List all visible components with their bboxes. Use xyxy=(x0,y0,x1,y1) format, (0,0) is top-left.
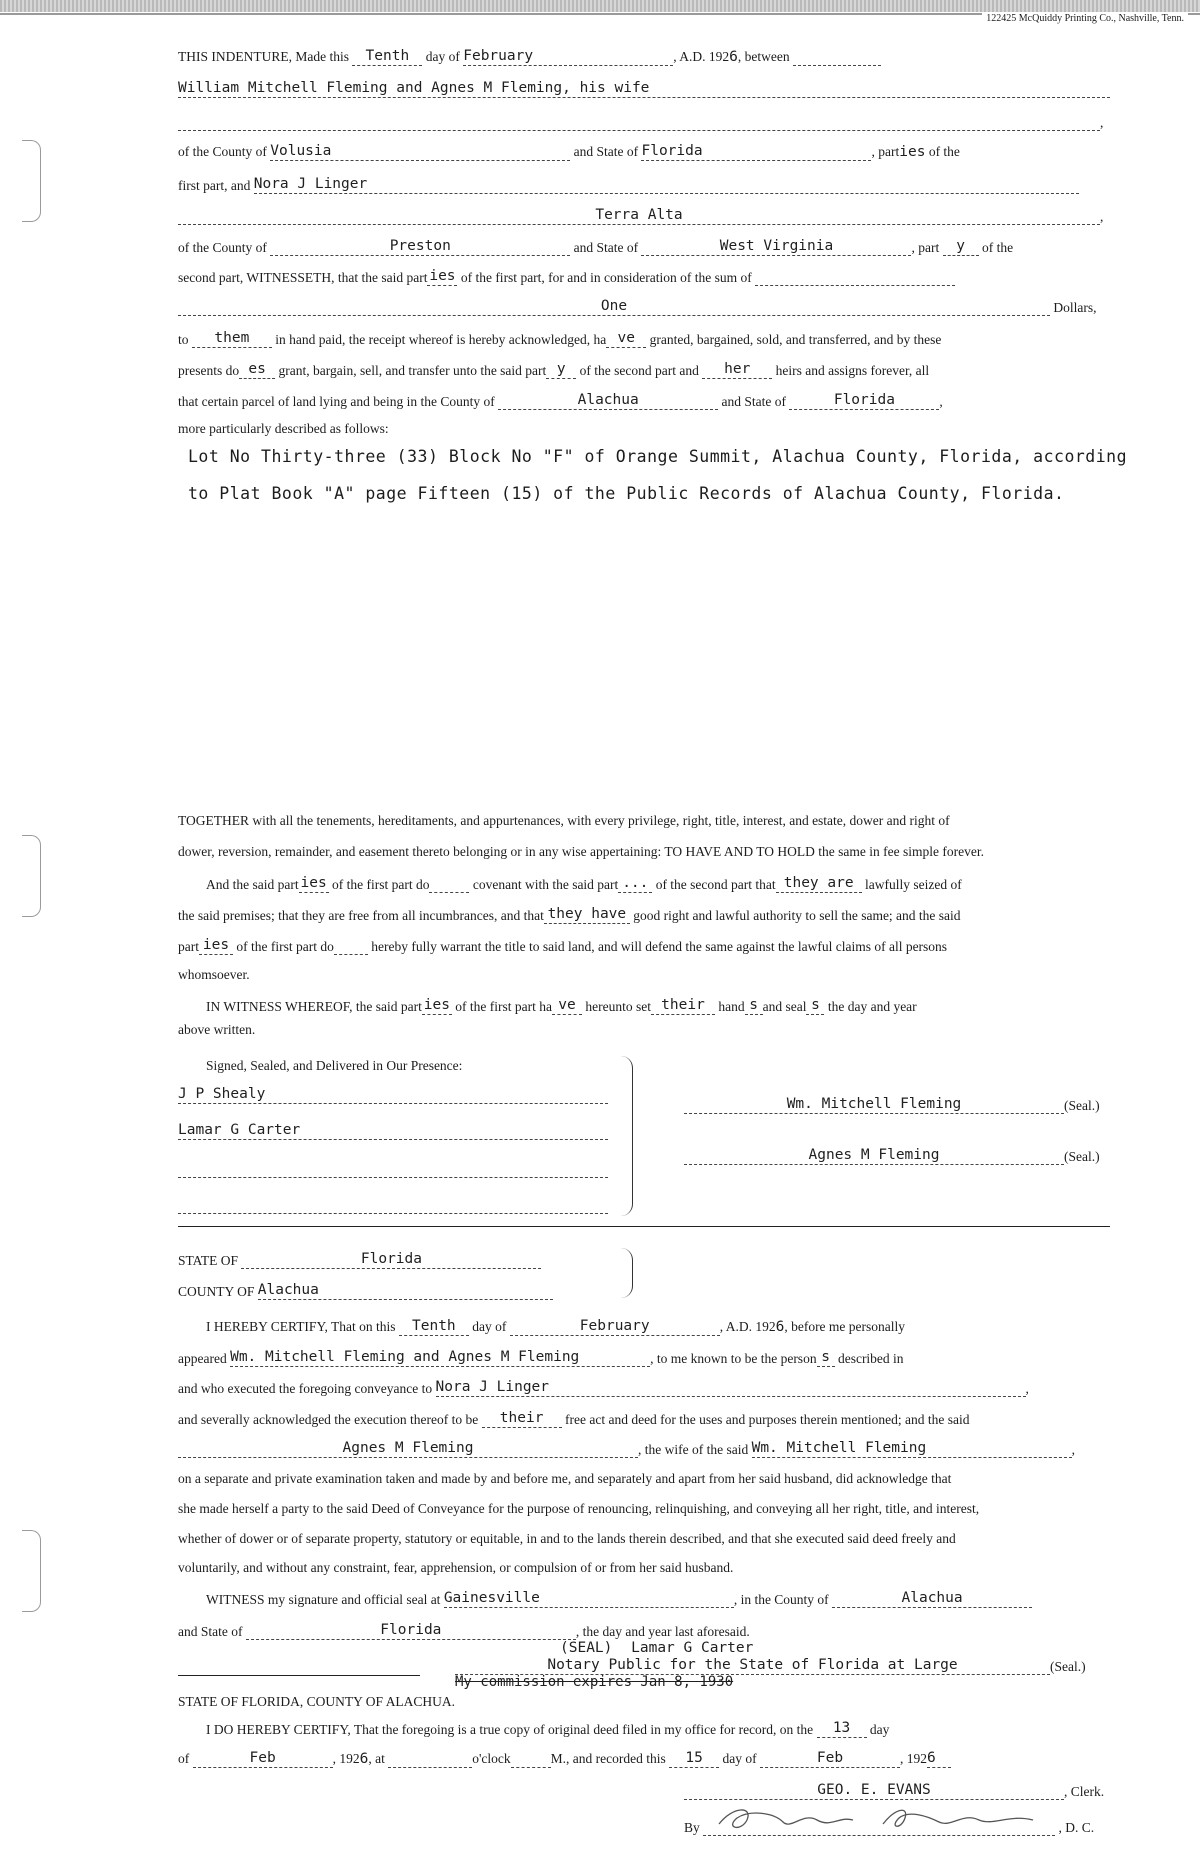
covenant-fill: they have xyxy=(544,906,630,924)
label-state-of: STATE OF xyxy=(178,1253,239,1268)
blank-fill xyxy=(178,113,1100,131)
receipt-text: in hand paid, the receipt whereof is hereby acknowledged, ha xyxy=(275,332,607,347)
recording-year: 6 xyxy=(359,1751,369,1767)
ack-separate-3: whether of dower or of separate property, statutory or equitable, in and to the lands therein described, and that she executed said deed freely and xyxy=(178,1531,956,1546)
ack-wife-name: Agnes M Fleming xyxy=(178,1440,638,1458)
grantor-line-2 xyxy=(684,1147,1100,1165)
ack-witness-county: Alachua xyxy=(832,1590,1032,1608)
covenant-line-4: whomsoever. xyxy=(178,967,250,982)
ack-husband: Wm. Mitchell Fleming xyxy=(752,1440,1072,1458)
parcel-county: Alachua xyxy=(498,392,718,410)
label-state: and State of xyxy=(573,144,639,159)
covenant-text: of the first part do xyxy=(236,939,334,954)
label-dollars: Dollars, xyxy=(1053,300,1097,315)
notary-commission: My commission expires Jan 8, 1930 xyxy=(455,1674,734,1690)
label-between: , between xyxy=(737,49,790,64)
label-by: By xyxy=(684,1820,700,1835)
recording-certify-line xyxy=(178,1720,1110,1738)
covenant-text: hereby fully warrant the title to said land, and will defend the same against the lawful claims of all persons xyxy=(371,939,948,954)
ack-text: , the day and year last aforesaid. xyxy=(575,1624,750,1639)
label-clerk: , Clerk. xyxy=(1064,1784,1105,1799)
indenture-line-1 xyxy=(178,48,1110,66)
parcel-text: that certain parcel of land lying and being in the County of xyxy=(178,394,495,409)
witnesseth-text: second part, WITNESSETH, that the said part xyxy=(178,270,428,285)
clerk-name: GEO. E. EVANS xyxy=(684,1782,1064,1800)
witness-brace xyxy=(620,1056,633,1216)
deputy-signature-line xyxy=(703,1818,1055,1836)
receipt-line xyxy=(178,330,1110,348)
grantor-line-1 xyxy=(684,1096,1100,1114)
label-county: of the County of xyxy=(178,144,267,159)
ack-year: 6 xyxy=(775,1319,785,1335)
section-divider xyxy=(178,1226,1110,1227)
ack-text: described in xyxy=(837,1351,904,1366)
recording-filed-day: 13 xyxy=(817,1720,867,1738)
covenant-text: lawfully seized of xyxy=(865,877,962,892)
blank-fill xyxy=(388,1750,472,1768)
clerk-line xyxy=(684,1782,1104,1800)
part-y: y xyxy=(943,238,979,256)
ack-grantee: Nora J Linger xyxy=(436,1379,1026,1397)
deputy-signature xyxy=(713,1802,1043,1836)
label-appeared: appeared xyxy=(178,1351,227,1366)
label-ad: , A.D. 192 xyxy=(719,1319,776,1334)
ack-severally-line xyxy=(178,1410,1110,1428)
deputy-line xyxy=(684,1818,1094,1836)
grant-text: grant, bargain, sell, and transfer unto the said part xyxy=(278,363,547,378)
notary-title: Notary Public for the State of Florida at Large xyxy=(455,1657,1050,1675)
label-day-of: day of xyxy=(722,1751,757,1766)
recording-text: M., and recorded this xyxy=(550,1751,666,1766)
ack-text: I HEREBY CERTIFY, That on this xyxy=(206,1319,396,1334)
legal-description-line-2: to Plat Book "A" page Fifteen (15) of the Public Records of Alachua County, Florida. xyxy=(188,484,1065,503)
blank-fill xyxy=(755,268,955,286)
label-at: , at xyxy=(368,1751,385,1766)
paid-to: them xyxy=(192,330,272,348)
granted-text: granted, bargained, sold, and transferred, and by these xyxy=(649,332,942,347)
notary-block xyxy=(560,1640,753,1656)
blank-fill xyxy=(511,1750,551,1768)
witness-line-1 xyxy=(178,1086,608,1103)
second-city: Terra Alta xyxy=(178,207,1100,225)
ack-certify-line xyxy=(178,1318,1110,1336)
witness-fill: ies xyxy=(423,997,450,1013)
ack-state-of-line xyxy=(178,1622,1110,1640)
ack-appeared-line xyxy=(178,1349,1110,1367)
label-part: , part xyxy=(871,144,900,159)
ack-county: Alachua xyxy=(258,1282,553,1300)
recording-filed-month: Feb xyxy=(193,1750,333,1768)
notary-title-line xyxy=(455,1657,1086,1675)
covenant-text: And the said part xyxy=(206,877,299,892)
covenant-line-2 xyxy=(178,906,1110,924)
presents-line xyxy=(178,361,1110,379)
covenant-fill: ... xyxy=(618,875,652,893)
ack-fill: s xyxy=(817,1349,835,1367)
covenant-text: covenant with the said part xyxy=(472,877,619,892)
ack-text: and who executed the foregoing conveyance to xyxy=(178,1381,433,1396)
covenant-line-1 xyxy=(178,875,1110,893)
ack-text: WITNESS my signature and official seal at xyxy=(206,1592,441,1607)
covenant-text: of the first part do xyxy=(331,877,430,892)
indenture-day: Tenth xyxy=(352,48,422,66)
ack-city: Gainesville xyxy=(444,1590,734,1608)
witness-text: hand xyxy=(718,999,745,1014)
recording-heading: STATE OF FLORIDA, COUNTY OF ALACHUA. xyxy=(178,1694,456,1709)
witness-fill: ve xyxy=(552,997,582,1015)
particularly-text: more particularly described as follows: xyxy=(178,421,389,436)
ack-state: Florida xyxy=(241,1251,541,1269)
ack-separate-2: she made herself a party to the said Deed of Conveyance for the purpose of renouncing, relinquishing, and conveying all her right, title, and interest, xyxy=(178,1501,980,1516)
ack-text: and State of xyxy=(178,1624,243,1639)
consideration-sum: One xyxy=(178,298,1050,316)
habendum-line-1: TOGETHER with all the tenements, hereditaments, and appurtenances, with every privilege, right, title, interest, and estate, dower and right of xyxy=(178,813,950,828)
seal-label: (Seal.) xyxy=(1064,1098,1100,1113)
covenant-text: of the second part that xyxy=(655,877,776,892)
printer-imprint: 122425 McQuiddy Printing Co., Nashville, Tenn. xyxy=(982,13,1188,24)
label-of: of xyxy=(178,1751,190,1766)
binder-hole-middle xyxy=(22,835,41,917)
label-ad: , A.D. 192 xyxy=(673,49,730,64)
witness-whereof-line xyxy=(178,997,1110,1015)
label-county-of: COUNTY OF xyxy=(178,1284,255,1299)
grantor-signature-1: Wm. Mitchell Fleming xyxy=(684,1096,1064,1114)
witness-fill: their xyxy=(651,997,715,1015)
ack-text: , to me known to be the person xyxy=(650,1351,817,1366)
label-state: and State of xyxy=(721,394,787,409)
blank-fill xyxy=(793,48,881,66)
witness-text: IN WITNESS WHEREOF, the said part xyxy=(206,999,422,1014)
recording-rec-year: 6 xyxy=(927,1750,951,1768)
habendum-line-2: dower, reversion, remainder, and easement thereto belonging or in any wise appertaining: TO HAVE AND TO HOLD the same in fee simple forever. xyxy=(178,844,984,859)
ack-county-line xyxy=(178,1282,1110,1300)
ha-suffix: ve xyxy=(606,330,646,348)
of-second-text: of the second part and xyxy=(579,363,699,378)
consideration-text: of the first part, for and in consideration of the sum of xyxy=(460,270,752,285)
indenture-year: 6 xyxy=(729,49,738,65)
venue-brace xyxy=(620,1248,633,1298)
first-state: Florida xyxy=(641,143,871,161)
witness-text: the day and year xyxy=(827,999,917,1014)
grantor-signature-2: Agnes M Fleming xyxy=(684,1147,1064,1165)
ack-month: February xyxy=(510,1318,720,1336)
label-year: , 192 xyxy=(900,1751,927,1766)
unto-suffix: y xyxy=(546,361,576,379)
second-state: West Virginia xyxy=(641,238,911,256)
parcel-line: that certain parcel of land lying and being in the County of Alachua and State of Florida , xyxy=(178,392,943,409)
ack-their: their xyxy=(482,1410,562,1428)
covenant-text: good right and lawful authority to sell the same; and the said xyxy=(633,908,961,923)
recording-day: 15 xyxy=(669,1750,719,1768)
first-county: Volusia xyxy=(270,143,570,161)
witnesseth-suffix: ies xyxy=(429,268,456,284)
recording-text: I DO HEREBY CERTIFY, That the foregoing is a true copy of original deed filed in my office for record, on the xyxy=(206,1722,814,1737)
covenant-line-3 xyxy=(178,937,1110,955)
witness-text: of the first part ha xyxy=(455,999,552,1014)
label-of-the: of the xyxy=(981,240,1014,255)
ack-day: Tenth xyxy=(399,1318,469,1336)
legal-description-line-1: Lot No Thirty-three (33) Block No "F" of Orange Summit, Alachua County, Florida, according xyxy=(188,447,1128,466)
sum-line xyxy=(178,298,1110,316)
label-oclock: o'clock xyxy=(472,1751,511,1766)
ack-separate-4: voluntarily, and without any constraint, fear, apprehension, or compulsion of or from her said husband. xyxy=(178,1560,734,1575)
label-part: , part xyxy=(911,240,940,255)
blank-fill xyxy=(178,1160,608,1178)
do-suffix: es xyxy=(239,361,275,379)
witness-signature-2: Lamar G Carter xyxy=(178,1122,608,1140)
first-party-names: William Mitchell Fleming and Agnes M Fleming, his wife xyxy=(178,80,1110,98)
ack-text: , in the County of xyxy=(733,1592,829,1607)
top-border xyxy=(0,0,1200,12)
witness-text: and seal xyxy=(762,999,807,1014)
seal-label: (Seal.) xyxy=(1050,1659,1086,1674)
ack-text: and severally acknowledged the execution thereof to be xyxy=(178,1412,479,1427)
label-first-part-and: first part, and xyxy=(178,178,251,193)
covenant-fill: they are xyxy=(776,875,862,893)
recording-month: Feb xyxy=(760,1750,900,1768)
blank-line: , xyxy=(178,113,1110,131)
part-suffix: ies xyxy=(899,144,926,160)
witness-line-2 xyxy=(178,1122,608,1139)
ack-appeared-names: Wm. Mitchell Fleming and Agnes M Fleming xyxy=(230,1349,650,1367)
notary-seal: (SEAL) xyxy=(560,1640,613,1656)
label-county: of the County of xyxy=(178,240,267,255)
witness-line-3 xyxy=(178,1160,608,1177)
ack-witness-state: Florida xyxy=(246,1622,576,1640)
blank-fill xyxy=(178,1196,608,1214)
heirs-whose: her xyxy=(702,361,772,379)
label-to: to xyxy=(178,332,189,347)
blank-fill xyxy=(334,937,368,955)
witness-signature-1: J P Shealy xyxy=(178,1086,608,1104)
label-dc: , D. C. xyxy=(1058,1820,1095,1835)
binder-hole-bottom xyxy=(22,1530,41,1612)
parcel-state: Florida xyxy=(789,392,939,410)
witness-fill: s xyxy=(745,997,763,1015)
heirs-text: heirs and assigns forever, all xyxy=(775,363,930,378)
witness-text: hereunto set xyxy=(585,999,651,1014)
covenant-fill: ies xyxy=(300,875,327,891)
section-divider-short xyxy=(178,1675,420,1676)
label-state: and State of xyxy=(573,240,639,255)
ack-text: free act and deed for the uses and purposes therein mentioned; and the said xyxy=(565,1412,970,1427)
second-party-name: Nora J Linger xyxy=(254,176,1079,194)
label-of-the: of the xyxy=(928,144,960,159)
seal-label: (Seal.) xyxy=(1064,1149,1100,1164)
covenant-text: part xyxy=(178,939,199,954)
second-party-line xyxy=(178,176,1110,194)
recording-date-line xyxy=(178,1750,1110,1768)
second-county: Preston xyxy=(270,238,570,256)
binder-hole-top xyxy=(22,140,41,222)
first-county-line xyxy=(178,143,1110,161)
second-county-line xyxy=(178,238,1110,256)
witnesseth-line xyxy=(178,268,1110,286)
blank-fill xyxy=(429,875,469,893)
witness-fill: s xyxy=(806,997,824,1015)
ack-text: , the wife of the said xyxy=(638,1442,749,1457)
witness-line-4 xyxy=(178,1196,608,1213)
ack-executed-line: and who executed the foregoing conveyance to Nora J Linger , xyxy=(178,1379,1029,1396)
indenture-lead: THIS INDENTURE, Made this xyxy=(178,49,349,64)
indenture-month: February xyxy=(463,48,673,66)
ack-text: , before me personally xyxy=(784,1319,906,1334)
label-day-of: day of xyxy=(425,49,460,64)
covenant-text: the said premises; that they are free from all incumbrances, and that xyxy=(178,908,544,923)
notary-name: Lamar G Carter xyxy=(631,1640,754,1656)
presents-text: presents do xyxy=(178,363,240,378)
ack-witness-line xyxy=(178,1590,1110,1608)
label-day: day xyxy=(869,1722,890,1737)
covenant-fill: ies xyxy=(199,937,233,955)
above-written: above written. xyxy=(178,1022,256,1037)
second-city-line: Terra Alta , xyxy=(178,207,1110,225)
ack-wife-line: Agnes M Fleming , the wife of the said Wm. Mitchell Fleming , xyxy=(178,1440,1110,1458)
label-year: , 192 xyxy=(332,1751,360,1766)
ack-separate-1: on a separate and private examination taken and made by and before me, and separately and apart from her said husband, did acknowledge that xyxy=(178,1471,952,1486)
label-day-of: day of xyxy=(472,1319,507,1334)
signed-presence: Signed, Sealed, and Delivered in Our Presence: xyxy=(206,1058,463,1073)
ack-state-line xyxy=(178,1251,1110,1269)
first-party-line xyxy=(178,80,1110,98)
